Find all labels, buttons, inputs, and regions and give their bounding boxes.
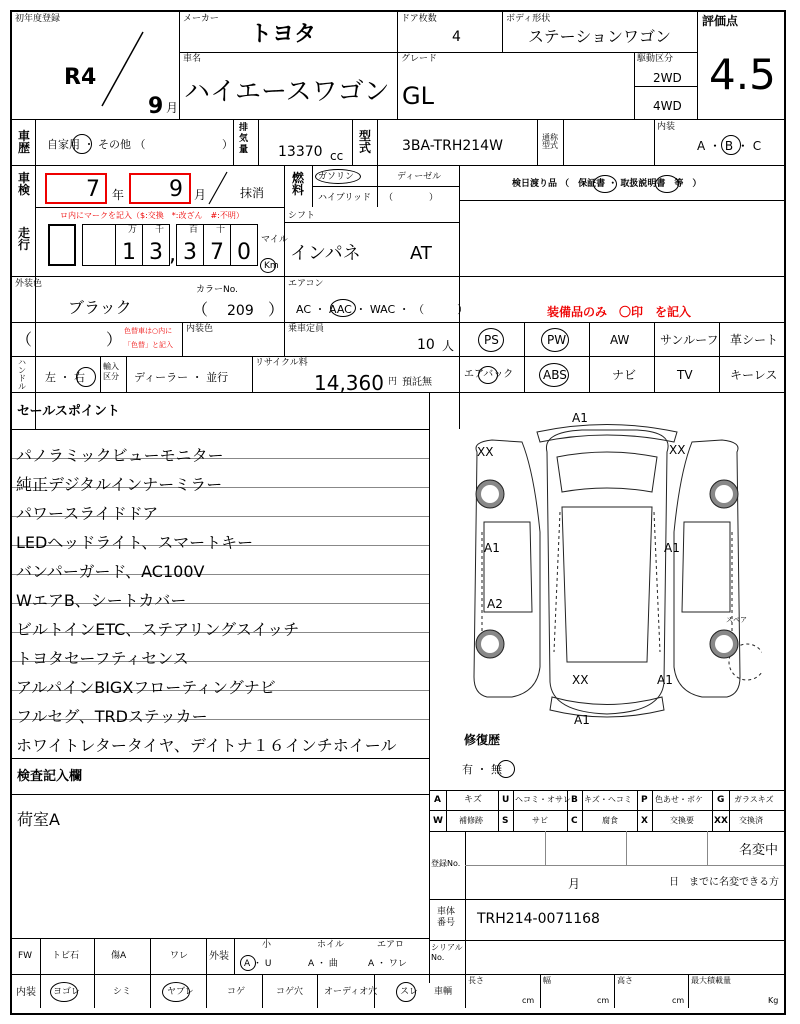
- import-value: ディーラー ・ 並行: [134, 371, 229, 384]
- aero-vals: A ・ ワレ: [368, 959, 407, 969]
- fw-label: FW: [18, 951, 33, 961]
- doors: 4: [452, 29, 461, 45]
- legend-text: 交換済: [739, 816, 763, 825]
- width-unit: cm: [597, 996, 610, 1005]
- color-no-label: カラーNo.: [196, 285, 238, 295]
- aircon-label: エアコン: [288, 279, 324, 289]
- int-item: コゲ穴: [276, 987, 304, 997]
- divider: [459, 200, 784, 201]
- sales-points-title: セールスポイント: [17, 404, 120, 419]
- divider: [524, 322, 525, 392]
- legend-code: B: [571, 795, 578, 805]
- mileage-digit: 3: [183, 240, 197, 265]
- legend-code: S: [502, 816, 509, 826]
- displacement-unit: cc: [330, 149, 344, 163]
- divider: [465, 865, 784, 866]
- damage-mark: A1: [484, 541, 500, 555]
- legend-code: U: [502, 795, 510, 805]
- divider: [12, 974, 784, 975]
- drive-4wd: 4WD: [653, 99, 682, 113]
- sales-point-item: フルセグ、TRDステッカー: [16, 707, 208, 726]
- legend-text: キズ: [464, 795, 482, 805]
- divider: [397, 12, 398, 119]
- sales-point-item: WエアB、シートカバー: [16, 591, 187, 610]
- mileage-digit: 7: [210, 240, 224, 265]
- car-name-label: 車名: [183, 54, 202, 64]
- papers: 検日渡り品 （ 保証書 ・ 取扱説明書 等 ）: [512, 179, 702, 189]
- legend-text: キズ・ヘコミ: [584, 795, 632, 804]
- registration-month-unit: 月: [568, 877, 581, 891]
- damage-mark: A2: [487, 597, 503, 611]
- divider: [654, 322, 655, 392]
- grade: GL: [402, 82, 434, 110]
- equip-ps: PS: [484, 333, 499, 347]
- paren-right: ）: [106, 330, 123, 349]
- width-label: 幅: [543, 976, 551, 985]
- paren-left: （: [16, 330, 33, 349]
- legend-text: 補修跡: [459, 816, 483, 825]
- divider: [284, 165, 285, 207]
- model: 3BA-TRH214W: [402, 138, 503, 154]
- recycle-fee: 14,360: [314, 371, 384, 395]
- sales-point-item: 純正デジタルインナーミラー: [16, 475, 223, 494]
- divider: [429, 790, 784, 791]
- divider: [12, 276, 459, 277]
- circle-mark: [240, 955, 256, 971]
- sales-point-item: バンパーガード、AC100V: [16, 562, 205, 581]
- sales-point-item: ビルトインETC、ステアリングスイッチ: [16, 620, 300, 639]
- displacement-label: 排気量: [239, 123, 249, 155]
- interior-grades: A ・ B ・ C: [697, 139, 762, 153]
- slash-mark: [100, 30, 145, 108]
- body-type: ステーションワゴン: [528, 27, 672, 46]
- divider: [654, 119, 655, 165]
- year-unit: 年: [112, 188, 125, 202]
- equip-leather: 革シート: [730, 333, 779, 347]
- equip-navi: ナビ: [612, 368, 637, 382]
- car-name: ハイエースワゴン: [184, 77, 390, 107]
- body-label: ボディ形状: [506, 14, 551, 24]
- handle-value: 左 ・ 右: [45, 371, 85, 384]
- mileage-label: 走行: [18, 226, 31, 252]
- divider: [459, 392, 784, 393]
- drive-2wd: 2WD: [653, 71, 682, 85]
- divider: [252, 356, 253, 392]
- sales-point-item: アルパインBIGXフローティングナビ: [16, 678, 276, 697]
- damage-mark: XX: [477, 445, 494, 459]
- slash-mark: [207, 171, 229, 205]
- fuel-diesel: ディーゼル: [397, 172, 442, 182]
- auction-sheet: [10, 10, 786, 1015]
- divider: [12, 322, 784, 323]
- fuel-hybrid: ハイブリッド: [318, 193, 372, 203]
- aero-label: エアロ: [377, 940, 405, 950]
- int-item: シミ: [113, 987, 132, 997]
- circle-mark: [721, 135, 741, 155]
- mileage-note: ロ内にマークを記入（$:交換 *:改ざん #:不明）: [60, 211, 244, 220]
- divider: [459, 356, 784, 357]
- repair-history-label: 修復歴: [464, 733, 501, 747]
- divider: [126, 356, 127, 392]
- circle-mark: [260, 258, 276, 273]
- capacity: 10: [417, 337, 435, 353]
- divider: [459, 165, 460, 429]
- divider: [12, 119, 784, 120]
- divider: [12, 165, 784, 166]
- int-label: 内装: [16, 987, 36, 998]
- first-reg-label: 初年度登録: [15, 14, 61, 24]
- legend-code: C: [571, 816, 578, 826]
- legend-code: A: [434, 795, 441, 805]
- divider: [537, 119, 538, 165]
- score-label: 評価点: [702, 14, 739, 28]
- circle-mark: [497, 760, 515, 778]
- divider: [284, 322, 285, 356]
- registration-day-text: 日 までに名変できる方: [669, 877, 779, 888]
- first-reg-month-unit: 月: [166, 101, 179, 115]
- equip-keyless: キーレス: [730, 368, 778, 382]
- capacity-label: 乗車定員: [288, 324, 325, 334]
- fw-item: ワレ: [170, 951, 189, 961]
- ext-label: 外装: [209, 951, 229, 962]
- sales-point-item: LEDヘッドライト、スマートキー: [16, 533, 254, 552]
- deposit: 預託無: [402, 377, 432, 388]
- equip-aw: AW: [610, 333, 630, 347]
- circle-mark: [330, 299, 356, 317]
- mileage-digit: 3: [149, 240, 163, 265]
- sales-point-item: ホワイトレタータイヤ、デイトナ１６インチホイール: [16, 736, 397, 755]
- wheel-label: ホイル: [317, 940, 345, 950]
- inspection-notes-title: 検査記入欄: [17, 769, 83, 784]
- divider: [429, 899, 784, 900]
- expired: 抹消: [240, 186, 265, 200]
- divider: [233, 119, 234, 165]
- capacity-unit: 人: [442, 339, 455, 353]
- divider: [465, 899, 466, 940]
- divider: [465, 940, 466, 974]
- divider: [352, 119, 353, 165]
- legend-text: 色あせ・ボケ: [655, 795, 703, 804]
- inspection-year: 7: [86, 177, 100, 202]
- legend-code: XX: [714, 816, 728, 826]
- equip-pw: PW: [547, 333, 567, 347]
- serial-label: シリアルNo.: [431, 943, 463, 962]
- fw-item: トビ石: [52, 951, 80, 961]
- divider: [12, 356, 459, 357]
- inspection-month: 9: [169, 177, 183, 202]
- divider: [12, 758, 429, 759]
- circle-mark: [315, 169, 361, 184]
- equip-airbag: エアバック: [464, 369, 514, 380]
- interior-label: 内装: [657, 122, 676, 132]
- history-label: 車歴: [18, 129, 31, 155]
- paren-right: ）: [268, 300, 285, 319]
- car-damage-diagram: [452, 412, 762, 732]
- equip-abs: ABS: [543, 368, 567, 382]
- int-item: スレ: [400, 987, 419, 997]
- height-unit: cm: [672, 996, 685, 1005]
- doors-label: ドア枚数: [401, 14, 437, 24]
- handle-label: ハンドル: [18, 358, 26, 391]
- mileage-comma: ,: [169, 242, 176, 267]
- circle-mark: [478, 366, 498, 384]
- first-reg-era: R4: [64, 65, 97, 90]
- divider: [284, 276, 285, 322]
- int-item: ヤブレ: [167, 987, 194, 997]
- length-label: 長さ: [468, 976, 484, 985]
- ext-color: ブラック: [68, 298, 132, 317]
- damage-mark: XX: [669, 443, 686, 457]
- first-reg-month: 9: [148, 94, 164, 119]
- mileage-digit-box: [82, 224, 116, 266]
- damage-mark: A1: [574, 713, 590, 727]
- divider: [377, 119, 378, 165]
- chassis-label: 車体番号: [437, 907, 456, 928]
- circle-mark: [655, 175, 679, 193]
- mile-label: マイル: [261, 235, 288, 245]
- ext-color-label: 外装色: [15, 279, 43, 289]
- fuel-other: （ ）: [384, 193, 439, 203]
- inspection-notes-text: 荷室A: [17, 810, 60, 829]
- equip-tv: TV: [677, 368, 693, 382]
- circle-mark: [478, 328, 504, 352]
- spare-label: スペア: [726, 616, 747, 624]
- maker: トヨタ: [250, 22, 317, 47]
- score: 4.5: [709, 50, 776, 99]
- divider: [719, 322, 720, 392]
- circle-mark: [396, 982, 419, 1002]
- legend-text: サビ: [532, 816, 548, 825]
- shift-label: シフト: [288, 211, 316, 221]
- shift: インパネ: [290, 243, 361, 264]
- divider: [429, 831, 784, 832]
- divider: [429, 940, 784, 941]
- legend-text: ヘコミ・オサレ: [515, 795, 571, 804]
- color-change-note: 「色替」と記入: [124, 341, 173, 349]
- int-color-label: 内装色: [186, 324, 214, 334]
- length-unit: cm: [522, 996, 535, 1005]
- divider: [429, 392, 430, 983]
- inspection-label: 車検: [18, 171, 31, 197]
- color-change-note: 色替車は○内に: [124, 327, 173, 335]
- circle-mark: [541, 328, 569, 352]
- registration-label: 登録No.: [431, 859, 461, 868]
- legend-text: 交換要: [670, 816, 694, 825]
- ext-small: 小: [262, 940, 272, 950]
- load-unit: Kg: [768, 996, 779, 1005]
- divider: [179, 12, 180, 119]
- divider: [284, 222, 459, 223]
- wheel-vals: A ・ 曲: [308, 959, 338, 969]
- drive-label: 駆動区分: [637, 54, 674, 64]
- month-unit: 月: [194, 188, 207, 202]
- legend-code: G: [717, 795, 725, 805]
- sales-point-item: パノラミックビューモニター: [16, 446, 224, 465]
- damage-mark: XX: [572, 673, 589, 687]
- digit-label: 百: [189, 225, 199, 235]
- category-label: 通称型式: [542, 133, 558, 150]
- divider: [100, 356, 101, 392]
- divider: [589, 322, 590, 392]
- legend-code: W: [433, 816, 443, 826]
- repair-history-value: 有 ・ 無: [462, 763, 502, 776]
- int-item: オーディオ穴: [324, 987, 378, 997]
- int-item: ヨゴレ: [53, 987, 81, 997]
- divider: [377, 165, 378, 207]
- legend-text: 腐食: [602, 816, 618, 825]
- circle-mark: [593, 175, 617, 193]
- height-label: 高さ: [617, 976, 633, 985]
- divider: [35, 207, 284, 208]
- divider: [634, 86, 697, 87]
- usage: 自家用 ・ その他 （: [47, 138, 146, 151]
- aircon: AC ・ AAC ・ WAC ・ （ ）: [296, 303, 469, 316]
- model-label: 型式: [359, 129, 372, 155]
- fuel-label: 燃料: [292, 171, 305, 197]
- name-change: 名変中: [739, 843, 779, 858]
- size-label: 車輌: [434, 987, 453, 997]
- maker-label: メーカー: [183, 14, 219, 24]
- legend-text: ガラスキズ: [734, 795, 774, 804]
- digit-label: 十: [216, 225, 226, 235]
- digit-label: 万: [128, 225, 138, 235]
- int-item: コゲ: [227, 987, 246, 997]
- divider: [502, 12, 503, 52]
- divider: [12, 794, 429, 795]
- km-label: Km: [264, 261, 279, 271]
- divider: [12, 429, 429, 430]
- fuel-gas: ガソリン: [318, 172, 355, 182]
- digit-label: 千: [155, 225, 165, 235]
- damage-mark: A1: [572, 411, 588, 425]
- legend-code: P: [641, 795, 648, 805]
- damage-mark: A1: [657, 673, 673, 687]
- divider: [12, 392, 459, 393]
- divider: [312, 186, 459, 187]
- displacement: 13370: [278, 144, 323, 160]
- legend-code: X: [641, 816, 648, 826]
- damage-mark: A1: [664, 541, 680, 555]
- divider: [179, 52, 697, 53]
- equipment-title: 装備品のみ 〇印 を記入: [547, 305, 692, 319]
- import-label: 輸入区分: [103, 362, 119, 381]
- recycle-unit: 円: [388, 377, 398, 387]
- circle-mark: [539, 363, 569, 387]
- paren-left: （: [192, 300, 209, 319]
- circle-mark: [72, 134, 92, 154]
- mileage-digit: 1: [122, 240, 136, 265]
- divider: [182, 322, 183, 356]
- divider: [429, 810, 784, 811]
- divider: [258, 119, 259, 165]
- equip-sunroof: サンルーフ: [660, 333, 719, 347]
- recycle-label: リサイクル料: [255, 358, 308, 368]
- circle-mark: [50, 982, 81, 1002]
- transmission: AT: [410, 243, 432, 264]
- circle-mark: [76, 367, 96, 387]
- mileage-digit: 0: [237, 240, 251, 265]
- mileage-mark-box: [48, 224, 76, 266]
- load-label: 最大積載量: [691, 976, 731, 985]
- divider: [697, 12, 698, 119]
- color-no: 209: [227, 303, 254, 319]
- divider: [563, 119, 564, 165]
- divider: [459, 276, 784, 277]
- divider: [12, 938, 429, 939]
- grade-label: グレード: [401, 54, 438, 64]
- fw-item: 傷A: [111, 951, 127, 961]
- chassis-number: TRH214-0071168: [477, 911, 600, 927]
- usage-close: ）: [222, 138, 233, 151]
- divider: [35, 119, 36, 429]
- ext-small-vals: A ・ U: [244, 959, 272, 969]
- circle-mark: [162, 982, 190, 1002]
- sales-point-item: パワースライドドア: [16, 504, 159, 523]
- sales-point-item: トヨタセーフティセンス: [16, 649, 189, 668]
